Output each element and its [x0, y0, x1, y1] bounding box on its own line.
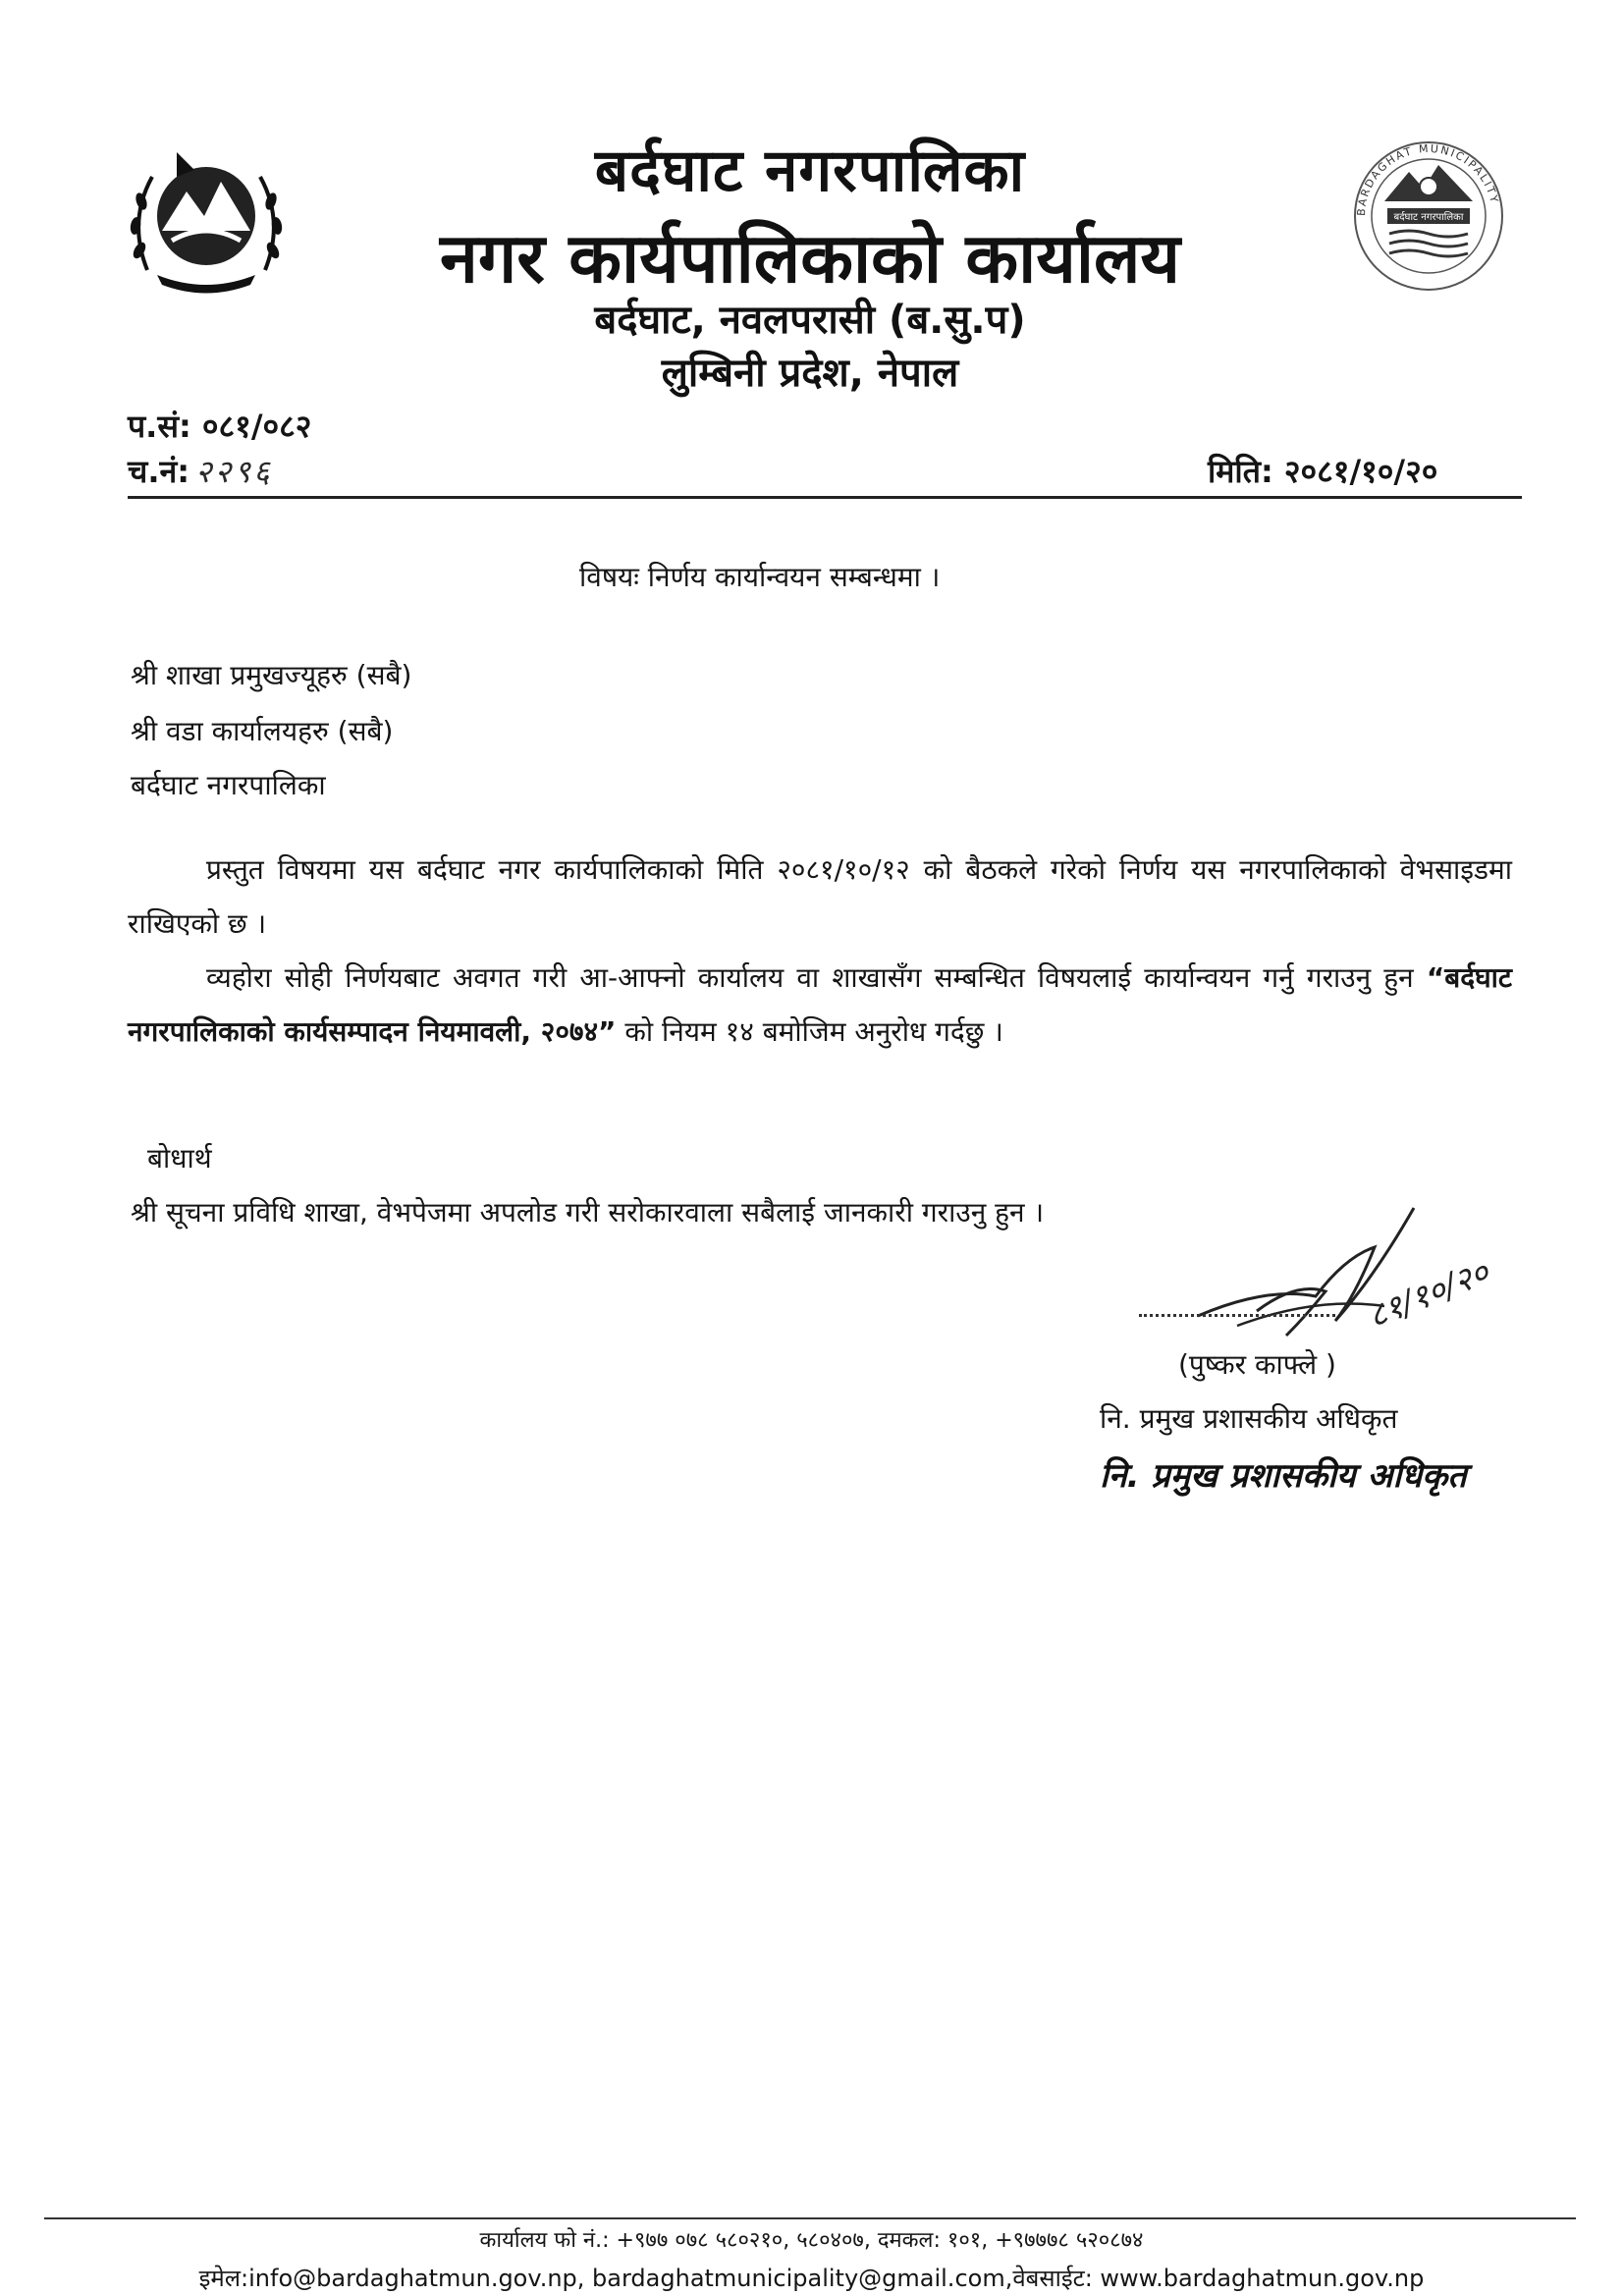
addressee-line: श्री शाखा प्रमुखज्यूहरु (सबै) — [131, 659, 412, 691]
signatory-stamp: नि. प्रमुख प्रशासकीय अधिकृत — [1100, 1456, 1467, 1496]
municipality-seal-icon — [1340, 118, 1517, 304]
cc-line: श्री सूचना प्रविधि शाखा, वेभपेजमा अपलोड गरी सरोकारवाला सबैलाई जानकारी गराउनु हुन । — [131, 1196, 1045, 1229]
seal-banner-text: बर्दघाट नगरपालिका — [1393, 212, 1464, 223]
letter-date: मिति: २०८१/१०/२० — [1208, 453, 1438, 490]
signatory-name: (पुष्कर काफ्ले ) — [1178, 1348, 1336, 1381]
fiscal-year-ref: प.सं: ०८१/०८२ — [128, 408, 312, 445]
body-paragraph-2 — [128, 951, 1512, 1059]
signatory-title: नि. प्रमुख प्रशासकीय अधिकृत — [1100, 1402, 1398, 1435]
para2-text: व्यहोरा सोही निर्णयबाट अवगत गरी आ-आफ्नो कार्यालय वा शाखासँग सम्बन्धित विषयलाई कार्यान्वयन गर्नु गराउनु हुन — [206, 961, 1427, 994]
office-name: नगर कार्यपालिकाको कार्यालय — [439, 218, 1181, 299]
dispatch-number-label: च.नं: — [128, 453, 190, 490]
footer-contact: इमेल:info@bardaghatmun.gov.np, bardaghatmunicipality@gmail.com,वेबसाईट: www.bardaghatmun.gov.np — [198, 2265, 1425, 2292]
office-province: लुम्बिनी प्रदेश, नेपाल — [661, 351, 959, 396]
header-divider — [128, 496, 1522, 499]
seal-ring-text: BARDAGHAT MUNICIPALITY — [1354, 141, 1501, 217]
addressee-line: श्री वडा कार्यालयहरु (सबै) — [131, 715, 394, 747]
signature-date: ८१/१०/२० — [1362, 1252, 1495, 1337]
dispatch-number — [128, 450, 273, 492]
signature-line — [1139, 1314, 1335, 1317]
nepal-emblem-icon — [118, 133, 295, 300]
body-paragraph-1: प्रस्तुत विषयमा यस बर्दघाट नगर कार्यपालिकाको मिति २०८१/१०/१२ को बैठकले गरेको निर्णय यस नगरपालिकाको वेभसाइडमा राखिएको छ । — [128, 853, 1512, 940]
office-address: बर्दघाट, नवलपरासी (ब.सु.प) — [594, 298, 1026, 343]
footer-phone: कार्यालय फो नं.: +९७७ ०७८ ५८०२१०, ५८०४०७, दमकल: १०१, +९७७७८ ५२०८७४ — [479, 2228, 1144, 2253]
letter-subject: विषयः निर्णय कार्यान्वयन सम्बन्धमा । — [579, 561, 941, 593]
para2-text-end: को नियम १४ बमोजिम अनुरोध गर्दछु । — [616, 1015, 1003, 1048]
footer-divider — [44, 2217, 1576, 2219]
municipality-name: बर्दघाट नगरपालिका — [594, 137, 1026, 205]
dispatch-number-value: २२९६ — [195, 453, 273, 490]
cc-heading: बोधार्थ — [147, 1142, 212, 1175]
addressee-line: बर्दघाट नगरपालिका — [131, 769, 326, 801]
regulation-title: “बर्दघाट नगरपालिकाको कार्यसम्पादन नियमावली, २०७४” — [128, 961, 1512, 1048]
